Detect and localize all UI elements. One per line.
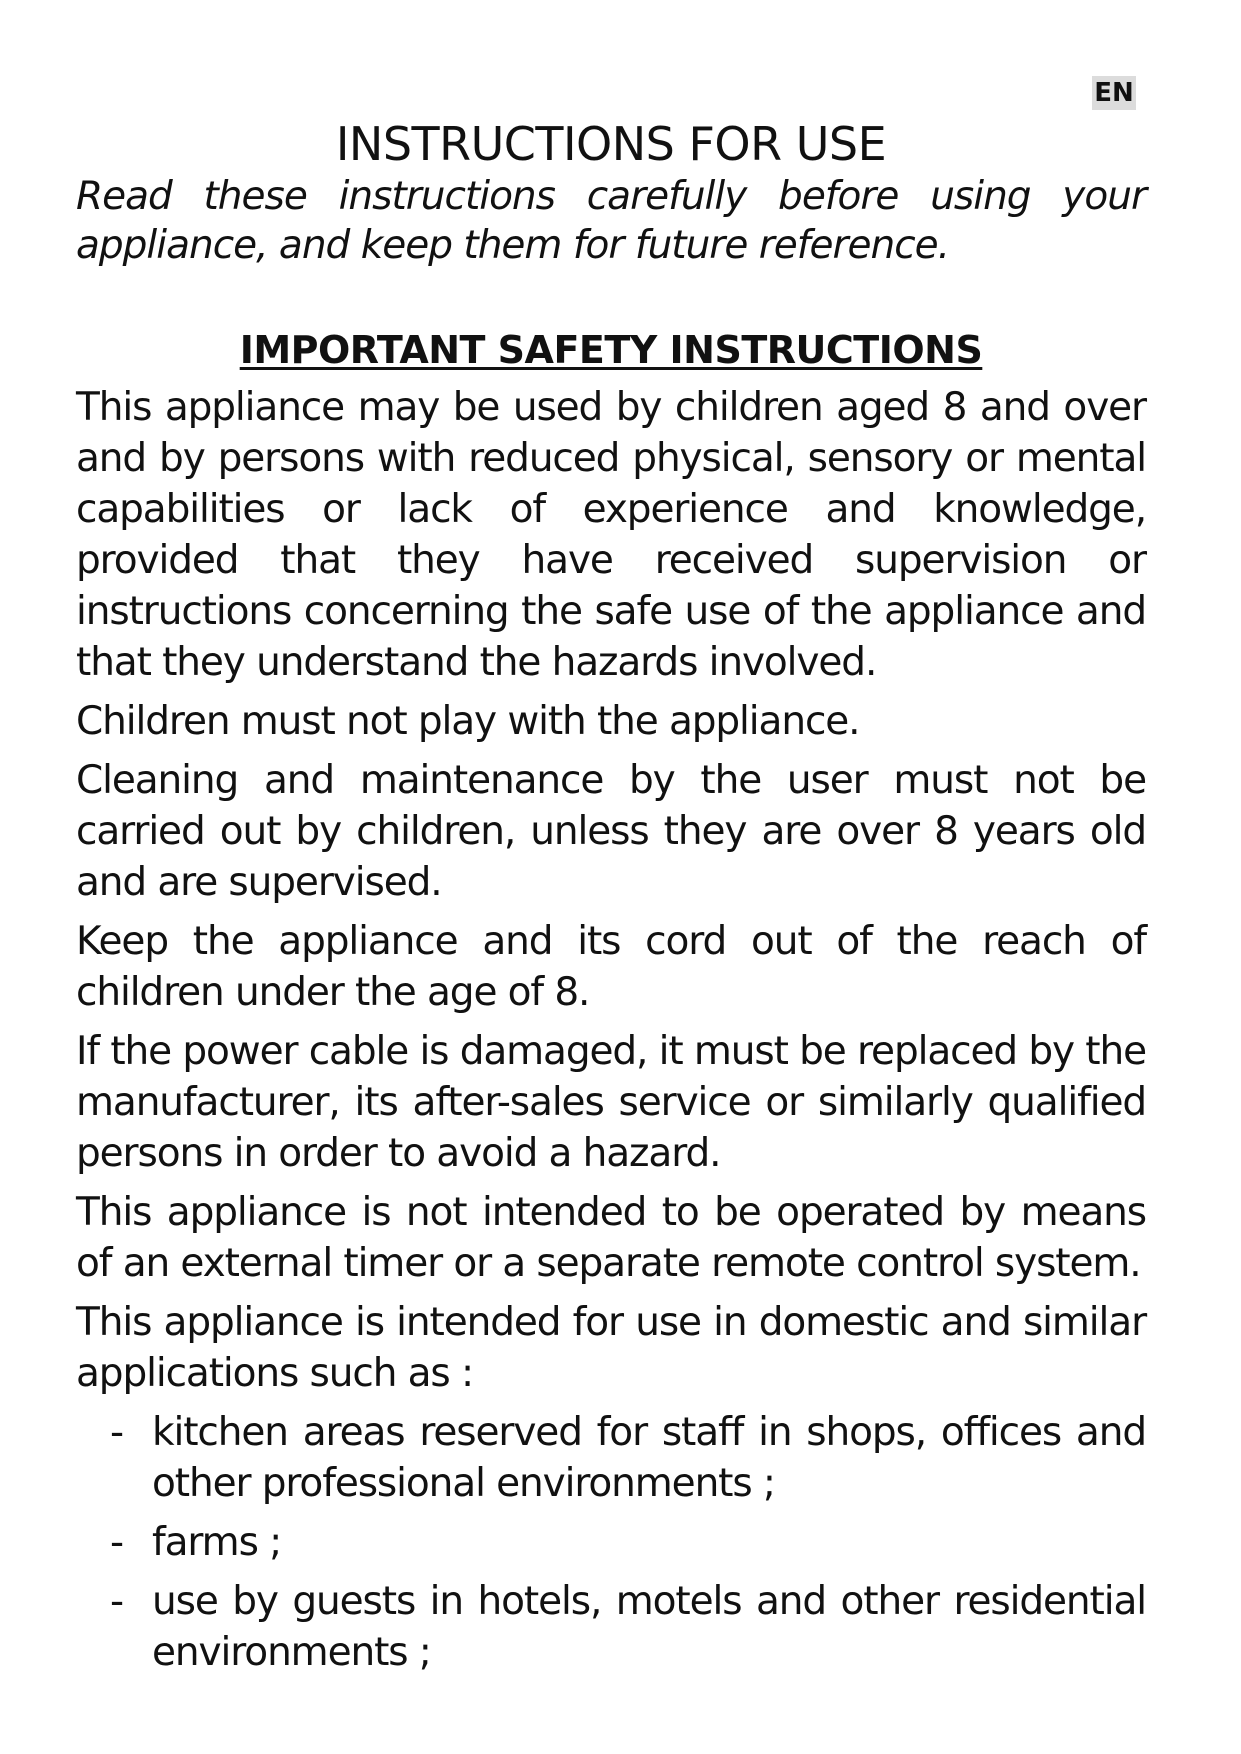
list-item: [76, 1517, 1146, 1568]
list-item-text: use by guests in hotels, motels and other residential environments ;: [152, 1579, 1146, 1675]
applications-list: [76, 1407, 1146, 1678]
list-dash: -: [110, 1410, 123, 1455]
list-item-text: kitchen areas reserved for staff in shops, offices and other professional environments ;: [152, 1410, 1146, 1506]
paragraph-domestic-use: This appliance is intended for use in domestic and similar applications such as :: [76, 1300, 1146, 1396]
list-item-text: farms ;: [152, 1520, 282, 1565]
list-item: [76, 1576, 1146, 1678]
list-item: [76, 1407, 1146, 1509]
list-dash: -: [110, 1520, 123, 1565]
paragraph-no-play: Children must not play with the appliance.: [76, 699, 860, 744]
intro-text: Read these instructions carefully before using your appliance, and keep them for future reference.: [76, 174, 1146, 268]
paragraph-children-supervision: This appliance may be used by children aged 8 and over and by persons with reduced physical, sensory or mental capabilities or lack of experience and knowledge, provided that they have received supervision or instructions concerning the safe use of the appliance and that they understand the hazards involved.: [76, 385, 1146, 685]
paragraph-cord-reach: Keep the appliance and its cord out of the reach of children under the age of 8.: [76, 919, 1146, 1015]
list-dash: -: [110, 1579, 123, 1624]
paragraph-power-cable: If the power cable is damaged, it must be replaced by the manufacturer, its after-sales service or similarly qualified persons in order to avoid a hazard.: [76, 1029, 1146, 1176]
paragraph-external-timer: This appliance is not intended to be operated by means of an external timer or a separate remote control system.: [76, 1190, 1146, 1286]
language-badge: EN: [1092, 76, 1136, 110]
section-heading: IMPORTANT SAFETY INSTRUCTIONS: [239, 328, 983, 372]
safety-instructions-body: [76, 382, 1146, 1686]
paragraph-cleaning: Cleaning and maintenance by the user must not be carried out by children, unless they are over 8 years old and are supervised.: [76, 758, 1146, 905]
document-title: INSTRUCTIONS FOR USE: [335, 117, 887, 171]
